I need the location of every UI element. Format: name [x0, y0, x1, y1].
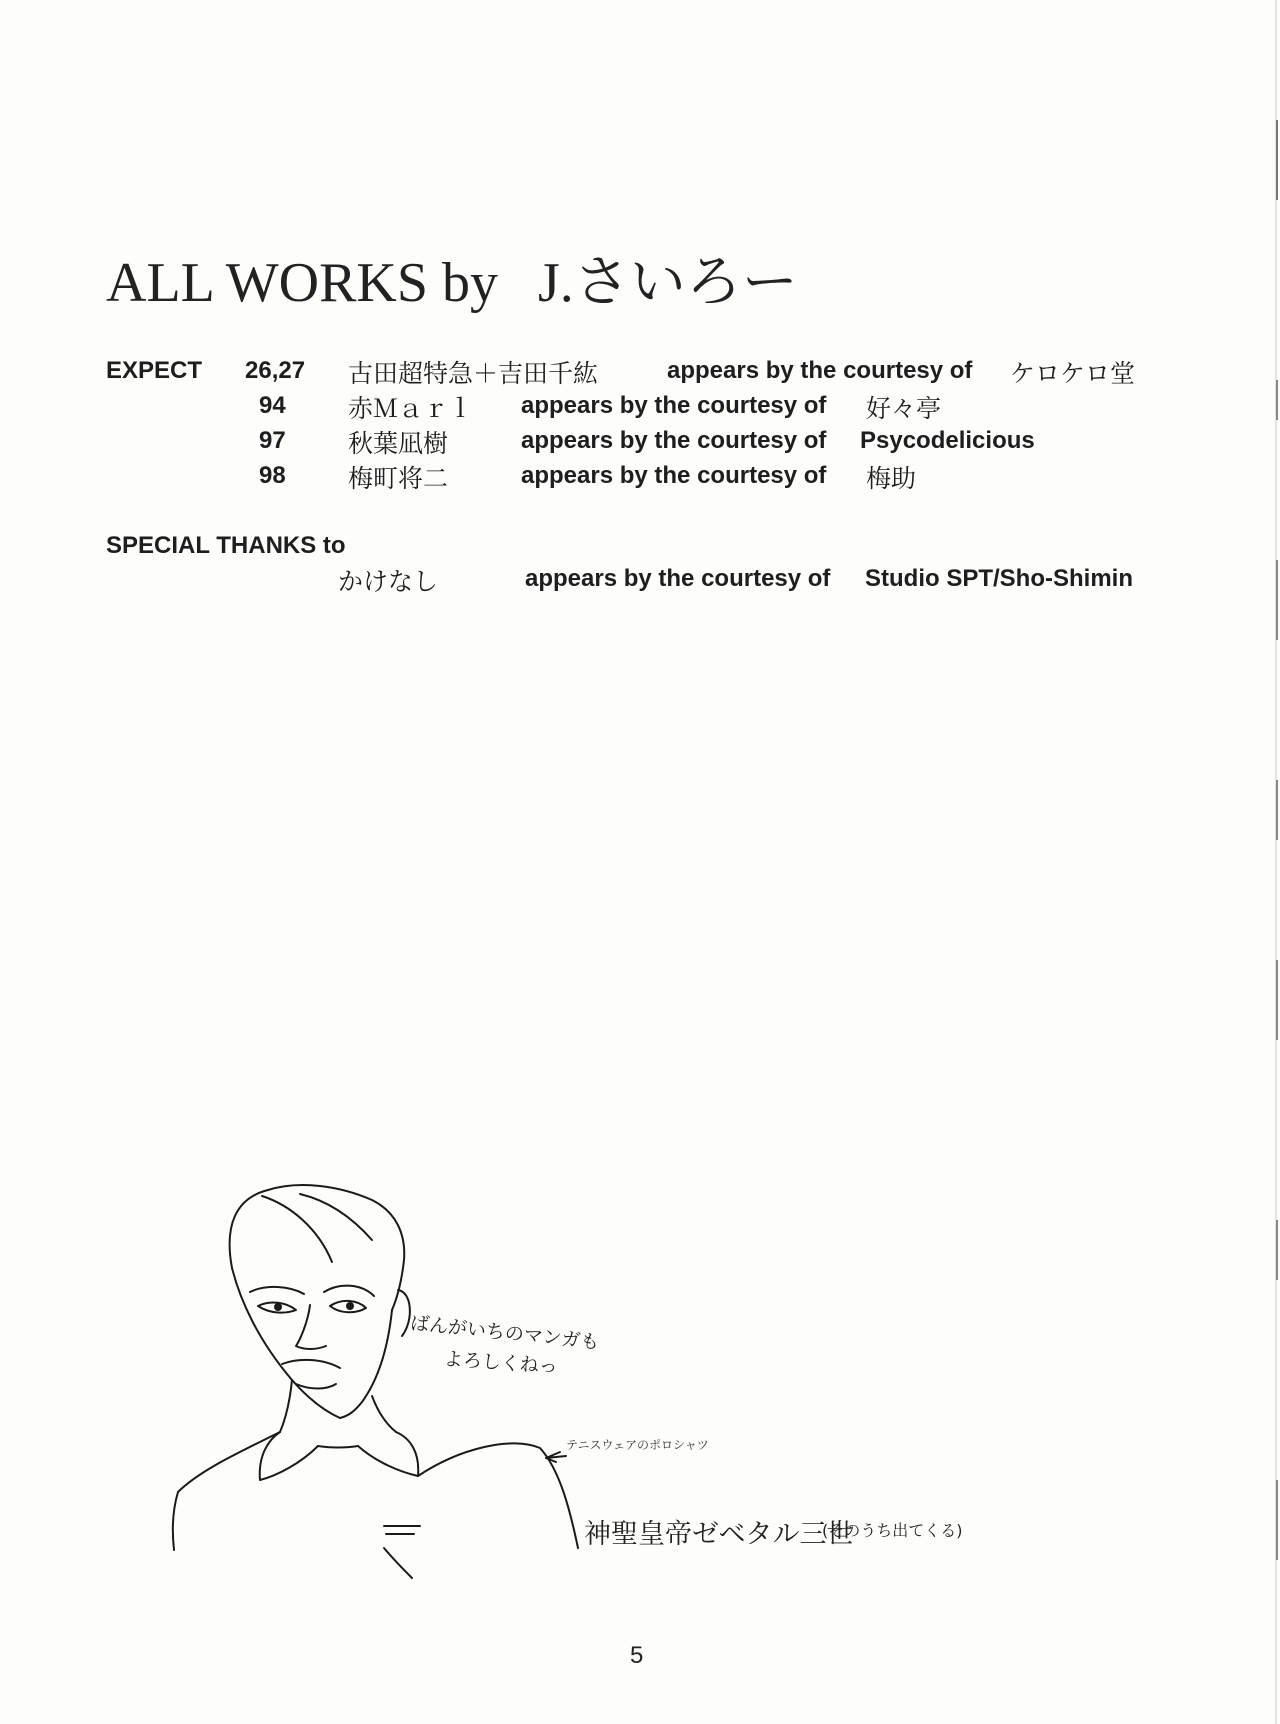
shoulder-right	[418, 1443, 578, 1548]
credit-pages: 97	[259, 427, 286, 454]
face-right	[340, 1310, 392, 1418]
shirt-fold	[384, 1548, 412, 1578]
title-text: ALL WORKS by	[106, 252, 498, 314]
credit-pages: 98	[259, 462, 286, 489]
right-eyebrow	[324, 1286, 374, 1296]
credit-artist: 赤Ｍａｒｌ	[348, 394, 474, 423]
credit-courtesy: appears by the courtesy of	[521, 392, 827, 419]
caption-note: (そのうち出てくる)	[822, 1521, 963, 1540]
special-thanks-label: SPECIAL THANKS to	[106, 532, 346, 559]
collar-left	[260, 1432, 318, 1480]
credit-circle: 好々亭	[866, 394, 942, 423]
page-number: 5	[630, 1642, 644, 1669]
credit-artist: 梅町将二	[348, 464, 449, 493]
nose	[296, 1305, 326, 1349]
placket	[318, 1446, 358, 1448]
mouth	[282, 1360, 340, 1368]
special-thanks-name: かけなし	[338, 567, 439, 596]
neck-right	[372, 1396, 396, 1432]
special-thanks-circle: Studio SPT/Sho-Shimin	[865, 565, 1133, 592]
left-eyebrow	[250, 1287, 304, 1294]
credit-pages: 94	[259, 392, 286, 419]
ear	[398, 1290, 410, 1336]
credit-circle: Psycodelicious	[860, 427, 1035, 454]
neck-left	[280, 1380, 292, 1432]
credit-circle: ケロケロ堂	[1010, 359, 1136, 388]
expect-label: EXPECT	[106, 357, 203, 384]
right-pupil	[347, 1303, 353, 1309]
shirt-note: テニスウェアのポロシャツ	[566, 1438, 709, 1452]
credit-circle: 梅助	[866, 464, 917, 493]
speech-line-1: ばんがいちのマンガも	[409, 1312, 601, 1354]
collar-right	[358, 1432, 418, 1476]
credit-courtesy: appears by the courtesy of	[667, 357, 973, 384]
hair-outline	[230, 1185, 405, 1310]
speech-line-2: よろしくねっ	[443, 1348, 559, 1378]
face-left	[232, 1268, 340, 1418]
caption-name: 神聖皇帝ゼベタル三世	[584, 1519, 854, 1550]
chin-line	[296, 1384, 336, 1389]
credit-pages: 26,27	[245, 357, 306, 384]
title-author: J.さいろー	[538, 252, 798, 314]
credit-artist: 秋葉凪樹	[348, 429, 449, 458]
credit-courtesy: appears by the courtesy of	[521, 427, 827, 454]
credit-courtesy: appears by the courtesy of	[521, 462, 827, 489]
special-thanks-courtesy: appears by the courtesy of	[525, 565, 831, 592]
hair-strand	[300, 1194, 372, 1240]
hair-part	[262, 1196, 332, 1262]
left-pupil	[275, 1304, 281, 1310]
credit-artist: 古田超特急＋吉田千紘	[348, 359, 599, 388]
shirt-logo	[384, 1526, 420, 1534]
